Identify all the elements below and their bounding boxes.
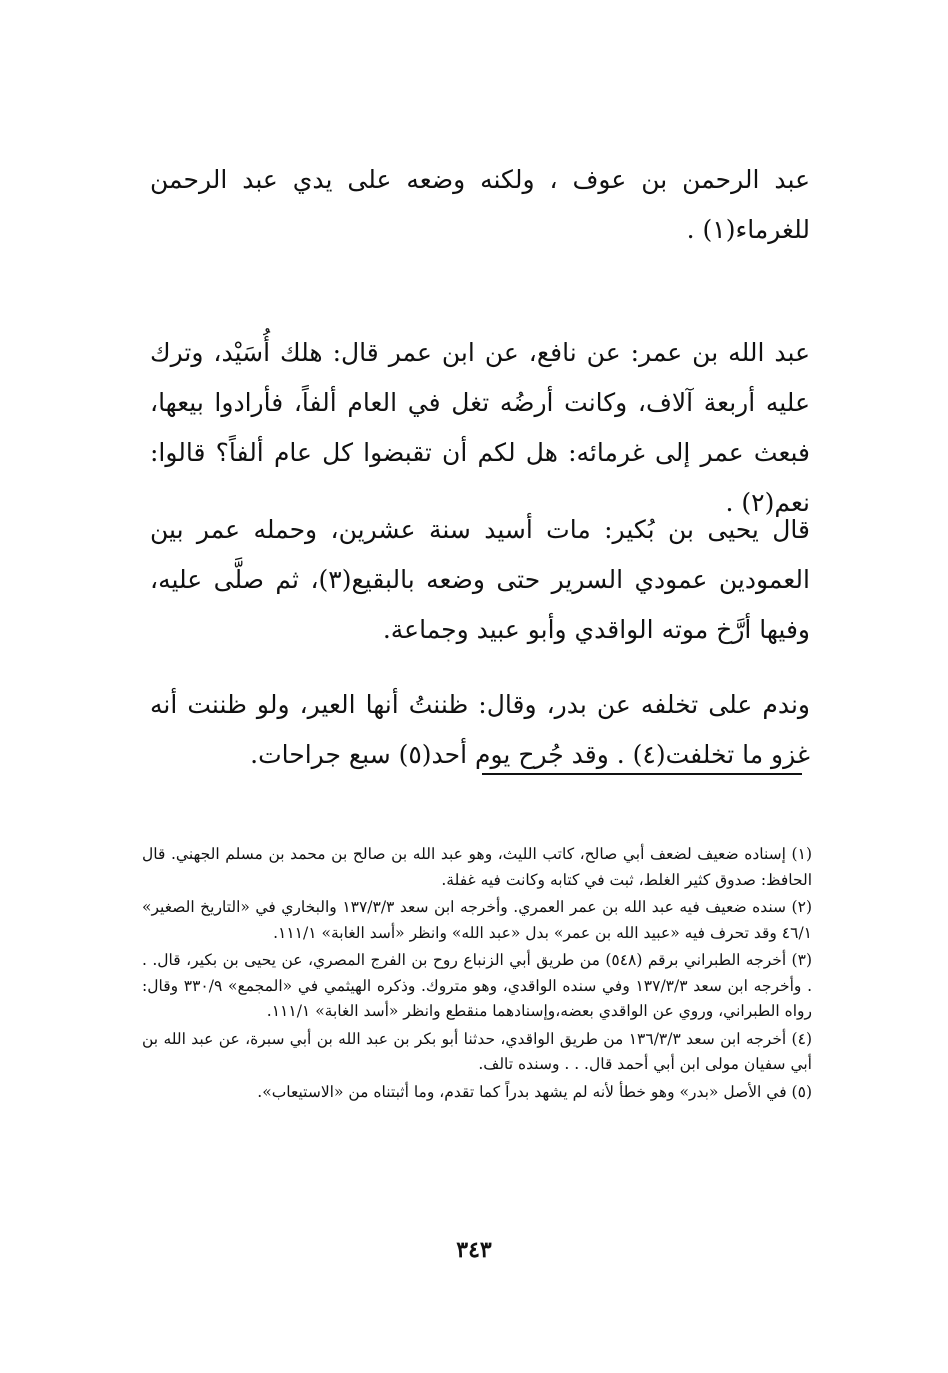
paragraph-1: عبد الرحمن بن عوف ، ولكنه وضعه على يدي عبد الرحمن للغرماء(١) . [150,165,810,244]
footnote-5: (٥) في الأصل «بدر» وهو خطأ لأنه لم يشهد بدراً كما تقدم، وما أثبتناه من «الاستيعاب». [257,1082,812,1101]
footnote-3: (٣) أخرجه الطبراني برقم (٥٤٨) من طريق أبي الزنباع روح بن الفرج المصري، عن يحيى بن بكير، قال. . . وأخرجه ابن سعد ١٣٧/٣/٣ وفي سنده الواقدي، وهو متروك. وذكره الهيثمي في «المجمع» ٣٣٠/٩ وقال: رواه الطبراني، وروي عن الواقدي بعضه،وإسنادهما منقطع وانظر «أسد الغابة» ١١١/١. [142,951,812,1020]
page-number: ٣٤٣ [456,1237,492,1263]
footnote-4: (٤) أخرجه ابن سعد ١٣٦/٣/٣ من طريق الواقدي، حدثنا أبو بكر بن عبد الله بن أبي سبرة، عن عبد الله بن أبي سفيان مولى ابن أبي أحمد قال. . . وسنده تالف. [142,1029,812,1073]
footnote-1: (١) إسناده ضعيف لضعف أبي صالح، كاتب الليث، وهو عبد الله بن صالح بن محمد بن مسلم الجهني. قال الحافظ: صدوق كثير الغلط، ثبت في كتابه وكانت فيه غفلة. [142,845,812,889]
paragraph-3: قال يحيى بن بُكير: مات أسيد سنة عشرين، وحمله عمر بين العمودين عمودي السرير حتى وضعه بالبقيع(٣)، ثم صلَّى عليه، وفيها أرَّخ موته الواقدي وأبو عبيد وجماعة. [150,515,810,644]
footnote-2: (٢) سنده ضعيف فيه عبد الله بن عمر العمري. وأخرجه ابن سعد ١٣٧/٣/٣ والبخاري في «التاريخ الصغير» ٤٦/١ وقد تحرف فيه «عبيد الله بن عمر» بدل «عبد الله» وانظر «أسد الغابة» ١١١/١. [142,898,812,942]
footnote-divider [482,773,802,775]
footnotes-section [142,842,812,1107]
paragraph-2: عبد الله بن عمر: عن نافع، عن ابن عمر قال: هلك أُسَيْد، وترك عليه أربعة آلاف، وكانت أرضُه تغل في العام ألفاً، فأرادوا بيعها، فبعث عمر إلى غرمائه: هل لكم أن تقبضوا كل عام ألفاً؟ قالوا: نعم(٢) . [150,338,810,517]
paragraph-4: وندم على تخلفه عن بدر، وقال: ظننتُ أنها العير، ولو ظننت أنه غزو ما تخلفت(٤) . وقد جُرح يوم أحد(٥) سبع جراحات. [150,690,810,769]
